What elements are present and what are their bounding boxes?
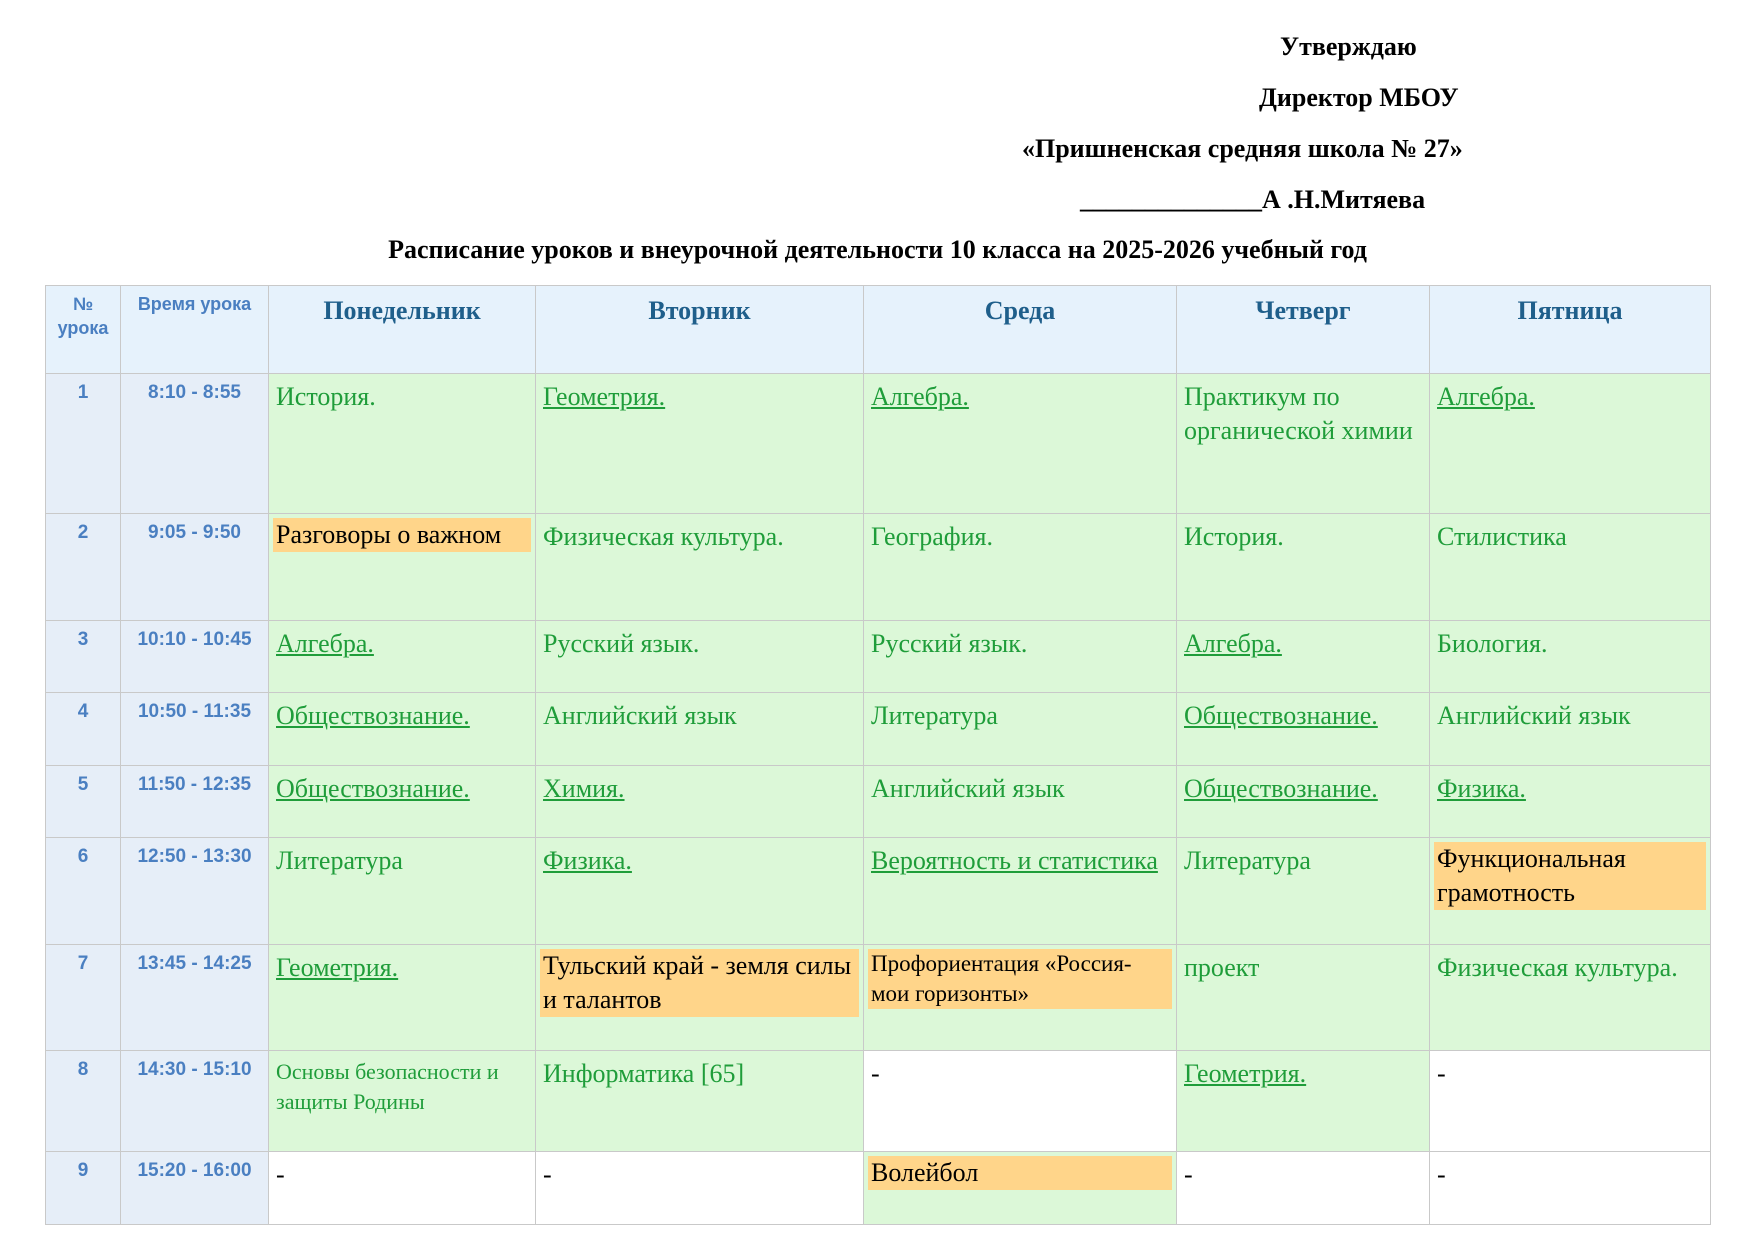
subject: Основы безопасности и защиты Родины — [276, 1059, 499, 1114]
cell — [864, 693, 1177, 766]
cell — [1430, 1152, 1711, 1225]
extracurricular-highlight: Функциональная грамотность — [1434, 842, 1706, 910]
subject-link[interactable]: Алгебра. — [1437, 382, 1535, 411]
empty-slot: - — [1184, 1160, 1193, 1189]
cell — [269, 1051, 536, 1152]
subject: История. — [1184, 522, 1284, 551]
header-friday: Пятница — [1430, 286, 1711, 374]
subject: Физическая культура. — [543, 522, 784, 551]
subject-link[interactable]: Геометрия. — [276, 953, 399, 982]
empty-slot: - — [543, 1160, 552, 1189]
cell — [269, 838, 536, 945]
approval-line-1: Утверждаю — [1280, 32, 1417, 61]
cell[interactable] — [269, 693, 536, 766]
subject-link[interactable]: Обществознание. — [1184, 701, 1378, 730]
subject: Литература — [871, 701, 998, 730]
cell — [1430, 1051, 1711, 1152]
cell[interactable] — [536, 766, 864, 838]
subject-link[interactable]: Обществознание. — [1184, 774, 1378, 803]
cell — [536, 693, 864, 766]
lesson-number: 7 — [46, 945, 121, 1051]
cell — [864, 766, 1177, 838]
table-row — [46, 838, 1711, 945]
table-row — [46, 1152, 1711, 1225]
subject: Информатика [65] — [543, 1059, 745, 1088]
subject-link[interactable]: Химия. — [543, 774, 625, 803]
table-row — [46, 374, 1711, 514]
cell — [1177, 374, 1430, 514]
subject-link[interactable]: Физика. — [1437, 774, 1526, 803]
cell[interactable] — [536, 838, 864, 945]
cell — [536, 945, 864, 1051]
subject-link[interactable]: Алгебра. — [1184, 629, 1282, 658]
approval-line-3: «Пришненская средняя школа № 27» — [1022, 134, 1463, 163]
cell — [864, 514, 1177, 621]
cell — [1430, 693, 1711, 766]
cell — [1177, 514, 1430, 621]
cell[interactable] — [1177, 1051, 1430, 1152]
cell[interactable] — [1430, 374, 1711, 514]
cell[interactable] — [864, 838, 1177, 945]
cell[interactable] — [1177, 766, 1430, 838]
table-row — [46, 766, 1711, 838]
approval-line-2: Директор МБОУ — [1259, 83, 1459, 112]
lesson-number: 6 — [46, 838, 121, 945]
lesson-time: 15:20 - 16:00 — [121, 1152, 269, 1225]
header-num: № урока — [46, 286, 121, 374]
lesson-number: 8 — [46, 1051, 121, 1152]
lesson-number: 3 — [46, 621, 121, 693]
cell — [1177, 945, 1430, 1051]
cell — [1430, 621, 1711, 693]
empty-slot: - — [1437, 1059, 1446, 1088]
header-wednesday: Среда — [864, 286, 1177, 374]
subject: География. — [871, 522, 994, 551]
cell — [269, 374, 536, 514]
cell — [864, 1152, 1177, 1225]
extracurricular-highlight: Разговоры о важном — [273, 518, 531, 552]
schedule-table — [45, 285, 1711, 1225]
subject: Литература — [1184, 846, 1311, 875]
cell — [1177, 838, 1430, 945]
cell — [1430, 838, 1711, 945]
lesson-number: 4 — [46, 693, 121, 766]
extracurricular-highlight: Волейбол — [868, 1156, 1172, 1190]
lesson-time: 8:10 - 8:55 — [121, 374, 269, 514]
cell — [864, 621, 1177, 693]
table-row — [46, 693, 1711, 766]
subject: История. — [276, 382, 376, 411]
lesson-number: 9 — [46, 1152, 121, 1225]
lesson-time: 13:45 - 14:25 — [121, 945, 269, 1051]
cell — [864, 1051, 1177, 1152]
cell — [536, 514, 864, 621]
header-row — [46, 286, 1711, 374]
header-time: Время урока — [121, 286, 269, 374]
empty-slot: - — [871, 1059, 880, 1088]
header-monday: Понедельник — [269, 286, 536, 374]
approval-signature-line: ______________А .Н.Митяева — [1080, 185, 1426, 214]
header-tuesday: Вторник — [536, 286, 864, 374]
lesson-time: 12:50 - 13:30 — [121, 838, 269, 945]
extracurricular-highlight: Тульский край - земля силы и талантов — [540, 949, 859, 1017]
header-thursday: Четверг — [1177, 286, 1430, 374]
subject-link[interactable]: Обществознание. — [276, 701, 470, 730]
cell — [269, 514, 536, 621]
cell — [1430, 945, 1711, 1051]
cell — [536, 1152, 864, 1225]
lesson-number: 2 — [46, 514, 121, 621]
cell — [1177, 1152, 1430, 1225]
cell[interactable] — [1177, 693, 1430, 766]
cell — [1430, 514, 1711, 621]
subject-link[interactable]: Обществознание. — [276, 774, 470, 803]
cell[interactable] — [864, 374, 1177, 514]
subject-link[interactable]: Геометрия. — [1184, 1059, 1307, 1088]
cell[interactable] — [269, 766, 536, 838]
subject: Стилистика — [1437, 522, 1567, 551]
cell[interactable] — [1177, 621, 1430, 693]
subject: Английский язык — [543, 701, 737, 730]
table-row — [46, 945, 1711, 1051]
cell — [269, 1152, 536, 1225]
lesson-time: 9:05 - 9:50 — [121, 514, 269, 621]
cell — [536, 1051, 864, 1152]
cell[interactable] — [1430, 766, 1711, 838]
subject: Литература — [276, 846, 403, 875]
table-row — [46, 514, 1711, 621]
subject-link[interactable]: Алгебра. — [871, 382, 969, 411]
table-row — [46, 1051, 1711, 1152]
empty-slot: - — [276, 1160, 285, 1189]
subject-link[interactable]: Физика. — [543, 846, 632, 875]
subject: Биология. — [1437, 629, 1548, 658]
subject: проект — [1184, 953, 1260, 982]
cell[interactable] — [269, 945, 536, 1051]
empty-slot: - — [1437, 1160, 1446, 1189]
cell[interactable] — [536, 374, 864, 514]
subject: Английский язык — [1437, 701, 1631, 730]
subject: Практикум по органической химии — [1184, 382, 1413, 445]
table-row — [46, 621, 1711, 693]
subject-link[interactable]: Геометрия. — [543, 382, 666, 411]
subject-link[interactable]: Алгебра. — [276, 629, 374, 658]
lesson-number: 5 — [46, 766, 121, 838]
lesson-time: 11:50 - 12:35 — [121, 766, 269, 838]
extracurricular-highlight: Профориентация «Россия- мои горизонты» — [868, 949, 1172, 1009]
cell — [864, 945, 1177, 1051]
subject-link[interactable]: Вероятность и статистика — [871, 846, 1158, 875]
page-title: Расписание уроков и внеурочной деятельности 10 класса на 2025-2026 учебный год — [388, 235, 1367, 264]
subject: Русский язык. — [543, 629, 700, 658]
cell — [536, 621, 864, 693]
lesson-time: 14:30 - 15:10 — [121, 1051, 269, 1152]
subject: Физическая культура. — [1437, 953, 1678, 982]
lesson-number: 1 — [46, 374, 121, 514]
lesson-time: 10:10 - 10:45 — [121, 621, 269, 693]
cell[interactable] — [269, 621, 536, 693]
subject: Английский язык — [871, 774, 1065, 803]
lesson-time: 10:50 - 11:35 — [121, 693, 269, 766]
subject: Русский язык. — [871, 629, 1028, 658]
